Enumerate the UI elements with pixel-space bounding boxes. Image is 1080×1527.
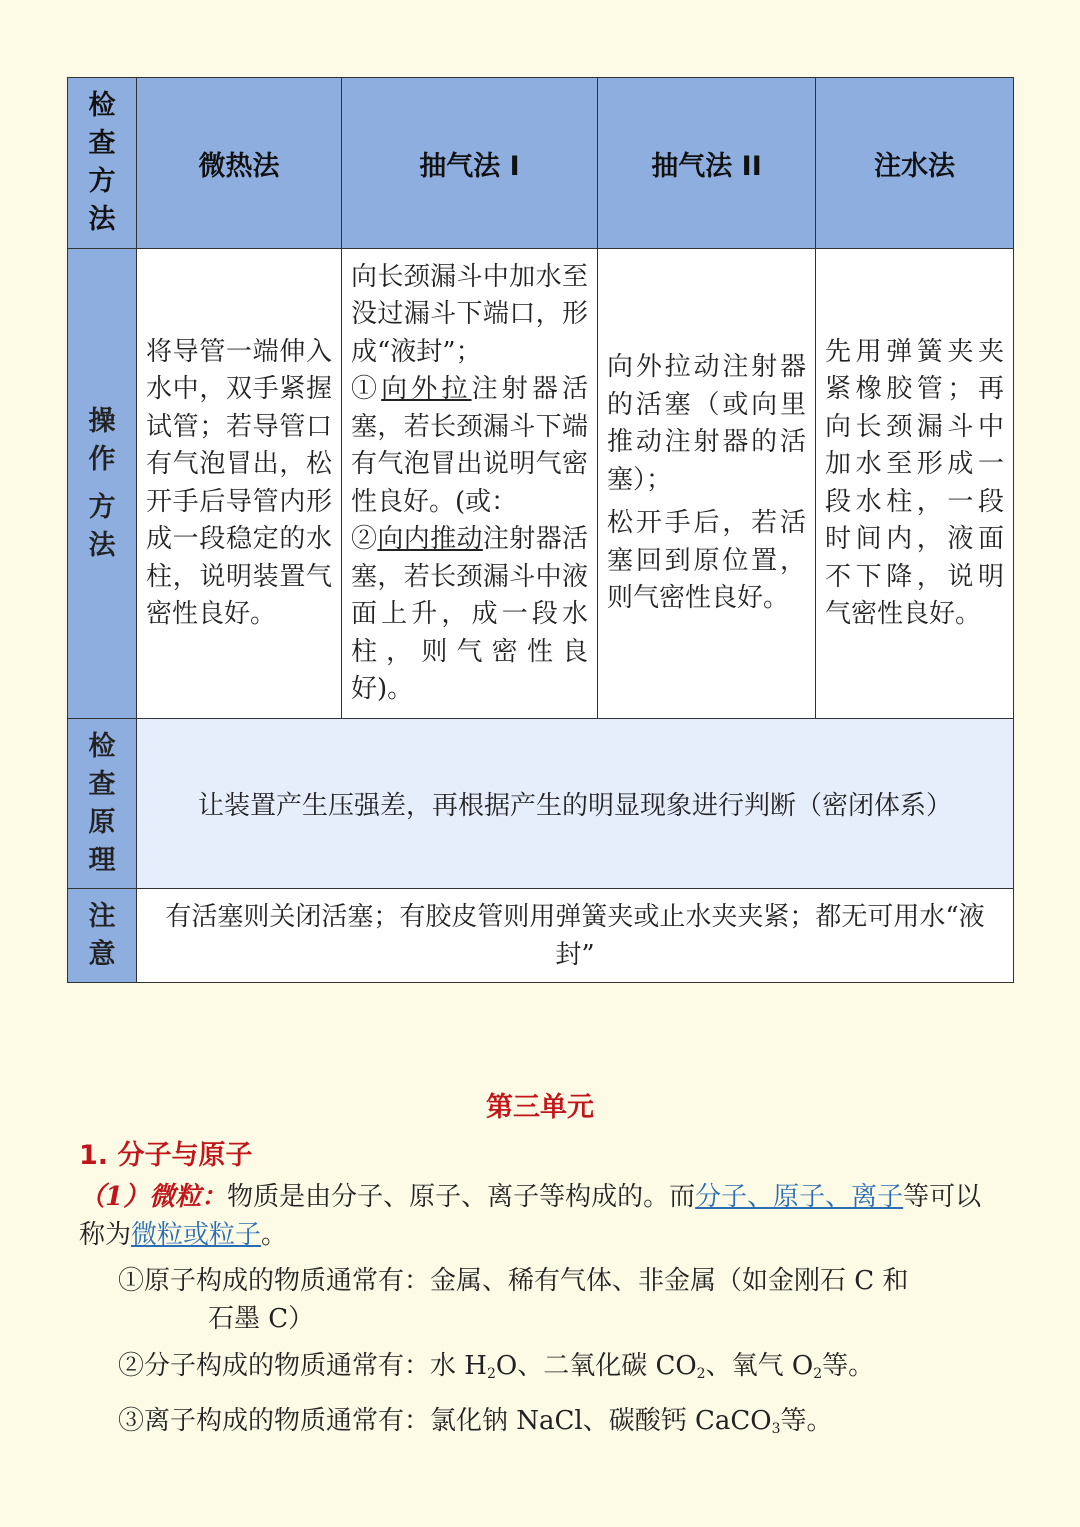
table-row-principle: [68, 719, 1014, 889]
column-header-suction-2: 抽气法 II: [598, 78, 816, 249]
row-label-method: 检 查 方 法: [68, 78, 137, 249]
table-row-note: [68, 889, 1014, 983]
row-label-note: 注 意: [68, 889, 137, 983]
list-item-ionic: ③离子构成的物质通常有：氯化钠 NaCl、碳酸钙 CaCO$_3$等。: [118, 1406, 833, 1437]
unit-title: 第三单元: [486, 1092, 594, 1123]
cell-principle-text: 让装置产生压强差，再根据产生的明显现象进行判断（密闭体系）: [137, 719, 1014, 889]
cell-suction-2-operation: 向外拉动注射器的活塞（或向里推动注射器的活塞）； 松开手后，若活塞回到原位置，则气密性良好。: [598, 249, 816, 719]
paragraph-label: （1）微粒：: [79, 1182, 228, 1212]
column-header-micro-heat: 微热法: [137, 78, 342, 249]
substance-list: [118, 1262, 1008, 1457]
section-title: 1. 分子与原子: [79, 1140, 253, 1171]
highlight-particles: 分子、原子、离子: [695, 1182, 904, 1212]
table-header-row: [68, 78, 1014, 249]
airtightness-check-table: [67, 77, 1014, 983]
cell-micro-heat-operation: 将导管一端伸入水中，双手紧握试管；若导管口有气泡冒出，松开手后导管内形成一段稳定的水柱，说明装置气密性良好。: [137, 249, 342, 719]
list-item-atomic: ①原子构成的物质通常有：金属、稀有气体、非金属（如金刚石 C 和 石墨 C）: [118, 1266, 909, 1334]
table-row-operation: [68, 249, 1014, 719]
row-label-principle: 检 查 原 理: [68, 719, 137, 889]
column-header-suction-1: 抽气法 I: [342, 78, 598, 249]
cell-note-text: 有活塞则关闭活塞；有胶皮管则用弹簧夹或止水夹夹紧；都无可用水“液封”: [137, 889, 1014, 983]
particle-paragraph: （1）微粒：物质是由分子、原子、离子等构成的。而分子、原子、离子等可以称为微粒或粒子。: [79, 1182, 982, 1250]
row-label-operation: 操 作 方 法: [68, 249, 137, 719]
cell-suction-1-operation: 向长颈漏斗中加水至没过漏斗下端口，形成“液封”； ①向外拉注射器活塞，若长颈漏斗下端有气泡冒出说明气密性良好。(或： ②向内推动注射器活塞，若长颈漏斗中液面上升，成一段水柱，则气密性良好)。: [342, 249, 598, 719]
column-header-water-injection: 注水法: [816, 78, 1014, 249]
list-item-molecular: ②分子构成的物质通常有：水 $H_2O$、二氧化碳 $CO_2$、氧气 $O_2$等。: [118, 1351, 875, 1382]
highlight-particle-terms: 微粒或粒子: [131, 1220, 262, 1250]
cell-water-injection-operation: 先用弹簧夹夹紧橡胶管；再向长颈漏斗中加水至形成一段水柱，一段时间内，液面不下降，说明气密性良好。: [816, 249, 1014, 719]
